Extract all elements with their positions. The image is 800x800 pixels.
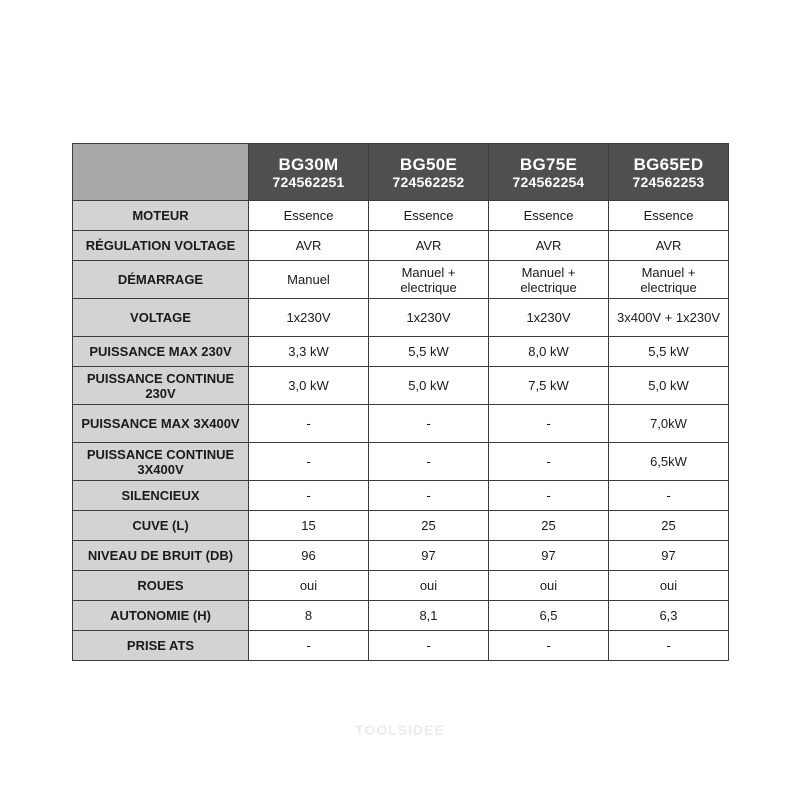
table-cell: oui bbox=[609, 571, 729, 601]
model-code: 724562254 bbox=[512, 173, 585, 190]
table-cell: 3x400V + 1x230V bbox=[609, 299, 729, 337]
model-header-bg75e bbox=[489, 144, 609, 201]
row-label: PUISSANCE CONTINUE 3X400V bbox=[73, 443, 249, 481]
table-header bbox=[73, 144, 729, 201]
table-cell: - bbox=[249, 443, 369, 481]
table-row-cuve bbox=[73, 511, 729, 541]
table-row-silencieux bbox=[73, 481, 729, 511]
table-cell: - bbox=[489, 631, 609, 661]
table-cell: Manuel + electrique bbox=[609, 261, 729, 299]
row-label: PRISE ATS bbox=[73, 631, 249, 661]
row-label: NIVEAU DE BRUIT (DB) bbox=[73, 541, 249, 571]
table-cell: - bbox=[369, 405, 489, 443]
table-cell: 97 bbox=[369, 541, 489, 571]
table-cell: 6,5 bbox=[489, 601, 609, 631]
table-cell: 3,3 kW bbox=[249, 337, 369, 367]
table-cell: 8 bbox=[249, 601, 369, 631]
table-cell: 6,3 bbox=[609, 601, 729, 631]
watermark: TOOLSIDEE bbox=[355, 722, 445, 738]
table-cell: 97 bbox=[489, 541, 609, 571]
table-cell: - bbox=[249, 631, 369, 661]
table-body bbox=[73, 201, 729, 661]
table-cell: - bbox=[489, 405, 609, 443]
table-cell: Essence bbox=[609, 201, 729, 231]
table-cell: - bbox=[249, 481, 369, 511]
table-cell: - bbox=[369, 481, 489, 511]
table-cell: 1x230V bbox=[489, 299, 609, 337]
table-cell: - bbox=[609, 631, 729, 661]
table-cell: AVR bbox=[609, 231, 729, 261]
model-header-bg50e bbox=[369, 144, 489, 201]
table-row-puissance-max-230v bbox=[73, 337, 729, 367]
model-name: BG30M bbox=[278, 154, 339, 174]
table-cell: 7,5 kW bbox=[489, 367, 609, 405]
model-code: 724562252 bbox=[392, 173, 465, 190]
model-name: BG50E bbox=[399, 154, 458, 174]
table-row-autonomie bbox=[73, 601, 729, 631]
table-cell: Manuel bbox=[249, 261, 369, 299]
table-cell: - bbox=[489, 481, 609, 511]
table-row-regulation-voltage bbox=[73, 231, 729, 261]
model-header-bg65ed bbox=[609, 144, 729, 201]
model-name: BG75E bbox=[519, 154, 578, 174]
row-label: PUISSANCE CONTINUE 230V bbox=[73, 367, 249, 405]
model-code: 724562253 bbox=[632, 173, 705, 190]
spec-comparison-table bbox=[72, 143, 729, 661]
table-cell: - bbox=[489, 443, 609, 481]
table-row-moteur bbox=[73, 201, 729, 231]
row-label: AUTONOMIE (H) bbox=[73, 601, 249, 631]
table-cell: - bbox=[249, 405, 369, 443]
model-code: 724562251 bbox=[272, 173, 345, 190]
table-cell: 3,0 kW bbox=[249, 367, 369, 405]
row-label: RÉGULATION VOLTAGE bbox=[73, 231, 249, 261]
table-row-voltage bbox=[73, 299, 729, 337]
table-cell: 1x230V bbox=[369, 299, 489, 337]
table-cell: 8,1 bbox=[369, 601, 489, 631]
table-cell: - bbox=[369, 631, 489, 661]
row-label: PUISSANCE MAX 230V bbox=[73, 337, 249, 367]
table-row-puissance-max-3x400v bbox=[73, 405, 729, 443]
table-cell: AVR bbox=[249, 231, 369, 261]
table-cell: 7,0kW bbox=[609, 405, 729, 443]
row-label: MOTEUR bbox=[73, 201, 249, 231]
header-corner-cell bbox=[73, 144, 249, 201]
table-cell: Essence bbox=[489, 201, 609, 231]
table-cell: Manuel + electrique bbox=[489, 261, 609, 299]
table-row-puissance-continue-3x400v bbox=[73, 443, 729, 481]
table-row-puissance-continue-230v bbox=[73, 367, 729, 405]
table-cell: - bbox=[369, 443, 489, 481]
row-label: SILENCIEUX bbox=[73, 481, 249, 511]
row-label: PUISSANCE MAX 3X400V bbox=[73, 405, 249, 443]
table-row-niveau-de-bruit bbox=[73, 541, 729, 571]
table-cell: 25 bbox=[609, 511, 729, 541]
table-cell: 5,5 kW bbox=[609, 337, 729, 367]
table-cell: 25 bbox=[489, 511, 609, 541]
table-cell: 6,5kW bbox=[609, 443, 729, 481]
table-cell: 8,0 kW bbox=[489, 337, 609, 367]
table-cell: oui bbox=[489, 571, 609, 601]
model-header-bg30m bbox=[249, 144, 369, 201]
table-row-roues bbox=[73, 571, 729, 601]
model-name: BG65ED bbox=[633, 154, 704, 174]
table-cell: 1x230V bbox=[249, 299, 369, 337]
row-label: DÉMARRAGE bbox=[73, 261, 249, 299]
table-cell: 25 bbox=[369, 511, 489, 541]
table-row-prise-ats bbox=[73, 631, 729, 661]
table-cell: AVR bbox=[369, 231, 489, 261]
row-label: VOLTAGE bbox=[73, 299, 249, 337]
table-cell: Essence bbox=[249, 201, 369, 231]
table-cell: oui bbox=[369, 571, 489, 601]
row-label: ROUES bbox=[73, 571, 249, 601]
table-cell: 96 bbox=[249, 541, 369, 571]
table-cell: - bbox=[609, 481, 729, 511]
table-cell: Manuel + electrique bbox=[369, 261, 489, 299]
table-cell: AVR bbox=[489, 231, 609, 261]
table-cell: 5,5 kW bbox=[369, 337, 489, 367]
table-cell: 15 bbox=[249, 511, 369, 541]
table-cell: oui bbox=[249, 571, 369, 601]
table-cell: 5,0 kW bbox=[369, 367, 489, 405]
row-label: CUVE (L) bbox=[73, 511, 249, 541]
table-cell: 5,0 kW bbox=[609, 367, 729, 405]
table-row-demarrage bbox=[73, 261, 729, 299]
table-cell: Essence bbox=[369, 201, 489, 231]
table-cell: 97 bbox=[609, 541, 729, 571]
